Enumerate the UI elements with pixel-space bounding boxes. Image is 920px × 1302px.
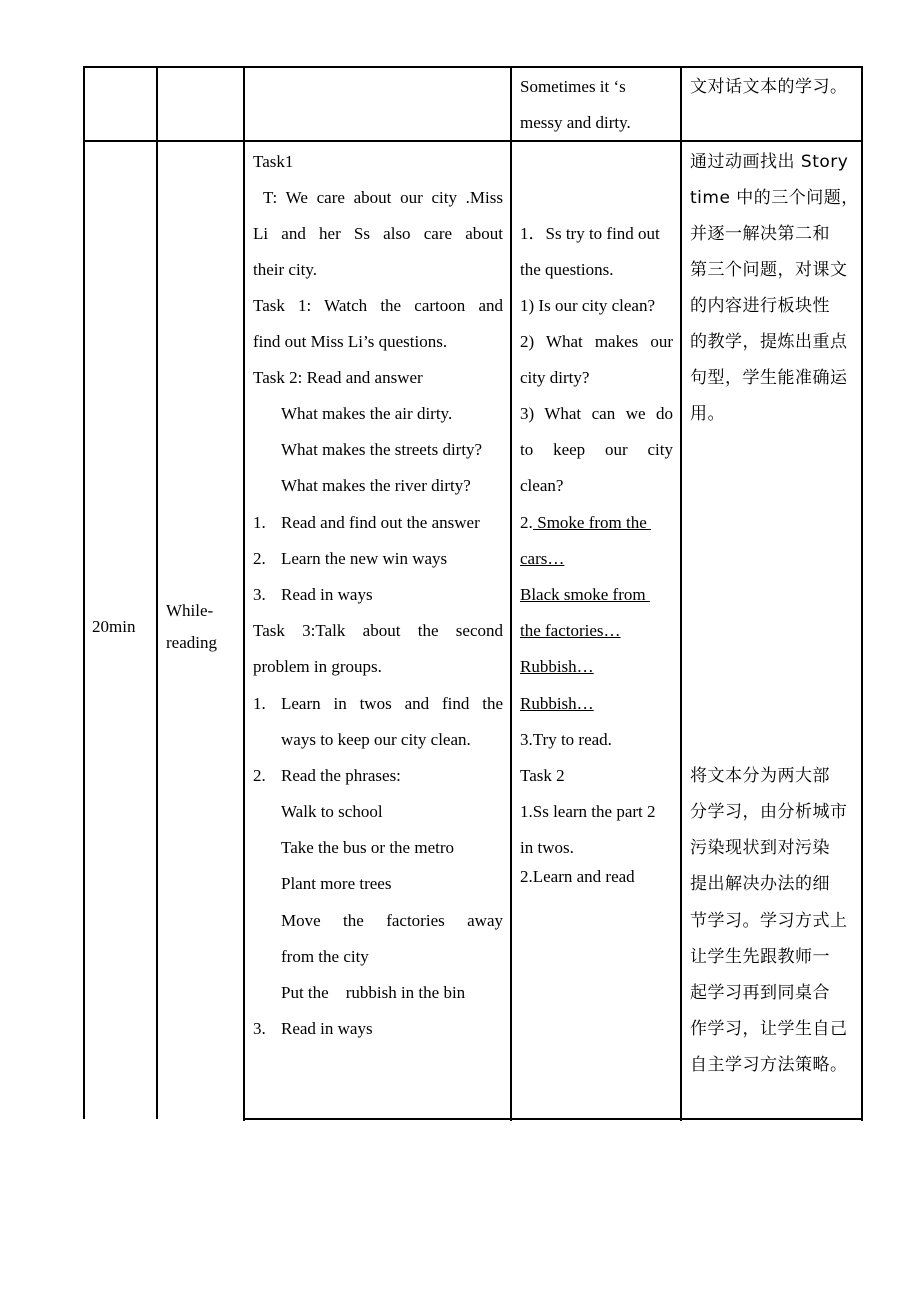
text-line: Take the bus or the metro [281,838,455,857]
text-line: in twos. [520,838,574,857]
text-line: T: We care about our city .Miss [263,188,503,207]
answer-text: cars… [520,549,565,568]
list-number: 2. [253,766,266,785]
answer-text: the factories… [520,621,621,640]
text-line: 用。 [690,404,725,424]
text-line: Li and her Ss also care about [253,224,503,243]
column-border-4 [510,66,512,1121]
text-line: Move the factories away [281,911,503,930]
text-line: Read and find out the answer [281,513,480,532]
text-line: clean? [520,476,564,495]
text-line: Task 2: Read and answer [253,368,423,387]
text-line: the questions. [520,260,614,279]
column-border-6 [861,66,863,1121]
text-line: 的内容进行板块性 [690,296,830,316]
column-border-1 [83,66,85,1119]
answer-text: Black smoke from [520,585,650,604]
text-line: Walk to school [281,802,383,821]
text-line: 将文本分为两大部 [690,766,830,786]
text-line: find out Miss Li’s questions. [253,332,448,351]
text-line: 并逐一解决第二和 [690,224,830,244]
column-border-5 [680,66,682,1121]
text-line: 1．Ss try to find out [520,224,660,243]
text-line: messy and dirty. [520,113,631,132]
list-number: 1. [253,513,266,532]
text-line: to keep our city [520,440,673,459]
text-line: 污染现状到对污染 [690,838,830,858]
text-line: Task1 [253,152,294,171]
text-line: Task 1: Watch the cartoon and [253,296,503,315]
table-bottom-border [243,1118,863,1120]
text-line: 自主学习方法策略。 [690,1055,848,1075]
answer-text: Smoke from the [533,513,652,532]
text-line: What makes the air dirty. [281,404,453,423]
list-number: 3. [253,585,266,604]
table-top-border [83,66,863,68]
text-line: Sometimes it ‘s [520,77,626,96]
text-line: Task 3:Talk about the second [253,621,503,640]
text-line: from the city [281,947,369,966]
text-line: 文对话文本的学习。 [690,77,848,97]
text-line: problem in groups. [253,657,382,676]
text-line: 2) What makes our [520,332,673,351]
text-line: 3) What can we do [520,404,673,423]
text-line: Learn the new win ways [281,549,448,568]
text-line: Read the phrases: [281,766,401,785]
text-line: ways to keep our city clean. [281,730,471,749]
answer-text: Rubbish… [520,694,594,713]
text-line: Learn in twos and find the [281,694,503,713]
text-line: 分学习，由分析城市 [690,802,848,822]
answer-text: Rubbish… [520,657,594,676]
text-line: Plant more trees [281,874,392,893]
text-line: city dirty? [520,368,590,387]
text-line: 节学习。学习方式上 [690,911,848,931]
text-line: 作学习，让学生自己 [690,1019,848,1039]
text-line: 提出解决办法的细 [690,874,830,894]
text-line: their city. [253,260,318,279]
text-line: 1) Is our city clean? [520,296,655,315]
text-line: What makes the streets dirty? [281,440,483,459]
column-border-3 [243,66,245,1121]
list-number: 3. [253,1019,266,1038]
list-number: 1. [253,694,266,713]
text-line: What makes the river dirty? [281,476,471,495]
text-line: 句型，学生能准确运 [690,368,848,388]
text-line: Task 2 [520,766,565,785]
text-line: 2.Learn and read [520,867,635,886]
text-line: Read in ways [281,585,373,604]
column-border-2 [156,66,158,1119]
time-cell: 20min [92,617,136,636]
text-line: time 中的三个问题， [690,188,859,208]
row-divider [83,140,863,142]
text-line: Put the rubbish in the bin [281,983,466,1002]
text-line: 1.Ss learn the part 2 [520,802,656,821]
stage-label: While- [166,601,214,620]
text-line: 3.Try to read. [520,730,612,749]
text-line: 的教学，提炼出重点 [690,332,848,352]
stage-label: reading [166,633,217,652]
text-line: 第三个问题，对课文 [690,260,848,280]
text-line: 通过动画找出 Story [690,152,849,172]
list-number: 2. [520,513,533,532]
text-line: Read in ways [281,1019,373,1038]
text-line: 起学习再到同桌合 [690,983,830,1003]
text-line: 让学生先跟教师一 [690,947,830,967]
list-number: 2. [253,549,266,568]
